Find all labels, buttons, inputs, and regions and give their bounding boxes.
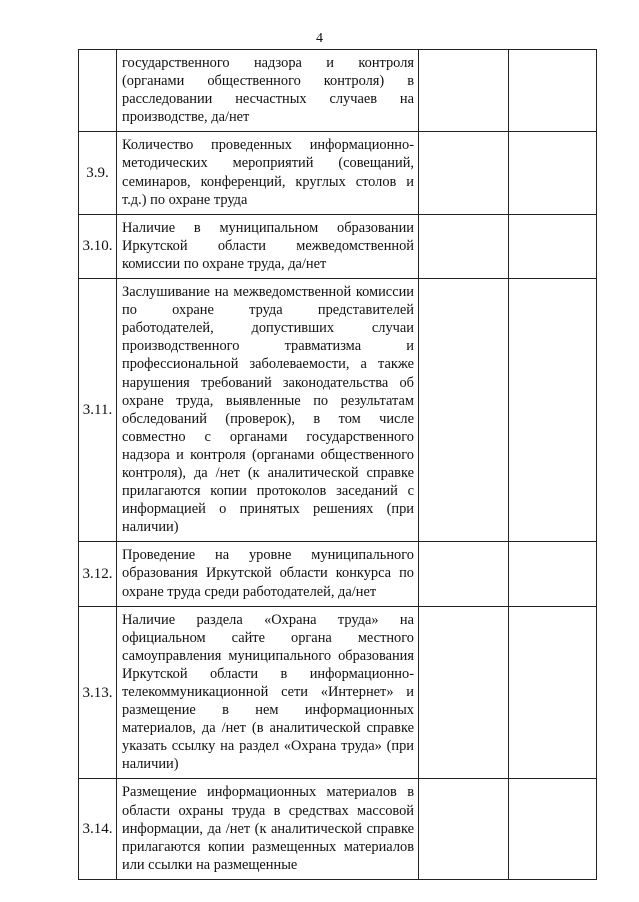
table-row — [79, 606, 597, 779]
table-row — [79, 542, 597, 606]
row-number — [79, 50, 117, 132]
row-description-text: Проведение на уровне муниципального образования Иркутской области конкурса по охране труда среди работодателей, да/нет — [122, 547, 414, 600]
row-description — [117, 779, 419, 879]
page-number: 4 — [316, 31, 323, 46]
row-number: 3.9. — [79, 132, 117, 214]
row-description-text: Наличие раздела «Охрана труда» на официальном сайте органа местного самоуправления муниципального образования Иркутской области в информационно-телекоммуникационной сети «Интернет» и размещение в нем информационных материалов, да /нет (в аналитической справке указать ссылку на раздел «Охрана труда» (при наличии) — [122, 611, 414, 773]
row-description — [117, 132, 419, 214]
table-row — [79, 132, 597, 214]
row-description-text: Заслушивание на межведомственной комиссии по охране труда представителей работодателей, допустивших случаи производственного травматизма и профессиональной заболеваемости, а также нарушения требований законодательства об охране труда, выявленные по результатам обследований (проверок), в том числе совместно с органами государственного надзора и контроля (органами общественного контроля), да /нет (к аналитической справке прилагаются копии протоколов заседаний с информацией о принятых решениях (при наличии) — [122, 284, 414, 536]
value-cell — [419, 214, 509, 278]
value-cell — [509, 214, 597, 278]
value-cell — [509, 779, 597, 879]
value-cell — [419, 542, 509, 606]
row-number: 3.14. — [79, 779, 117, 879]
row-description-text: Количество проведенных информационно-методических мероприятий (совещаний, семинаров, конференций, круглых столов и т.д.) по охране труда — [122, 137, 414, 208]
table-row — [79, 214, 597, 278]
row-number: 3.11. — [79, 279, 117, 542]
value-cell — [509, 50, 597, 132]
row-number: 3.13. — [79, 606, 117, 779]
table-row — [79, 279, 597, 542]
indicator-table — [78, 49, 597, 880]
table-row — [79, 779, 597, 879]
value-cell — [509, 132, 597, 214]
table-row — [79, 50, 597, 132]
row-number: 3.12. — [79, 542, 117, 606]
row-number: 3.10. — [79, 214, 117, 278]
value-cell — [509, 606, 597, 779]
row-description — [117, 50, 419, 132]
row-description — [117, 214, 419, 278]
value-cell — [419, 779, 509, 879]
value-cell — [509, 542, 597, 606]
value-cell — [419, 279, 509, 542]
value-cell — [509, 279, 597, 542]
row-description — [117, 606, 419, 779]
row-description-text: Наличие в муниципальном образовании Иркутской области межведомственной комиссии по охране труда, да/нет — [122, 219, 414, 272]
row-description-text: государственного надзора и контроля (органами общественного контроля) в расследовании несчастных случаев на производстве, да/нет — [122, 55, 414, 126]
row-description-text: Размещение информационных материалов в области охраны труда в средствах массовой информации, да /нет (к аналитической справке прилагаются копии размещенных материалов или ссылки на размещенные — [122, 784, 414, 873]
value-cell — [419, 50, 509, 132]
row-description — [117, 542, 419, 606]
value-cell — [419, 606, 509, 779]
row-description — [117, 279, 419, 542]
value-cell — [419, 132, 509, 214]
